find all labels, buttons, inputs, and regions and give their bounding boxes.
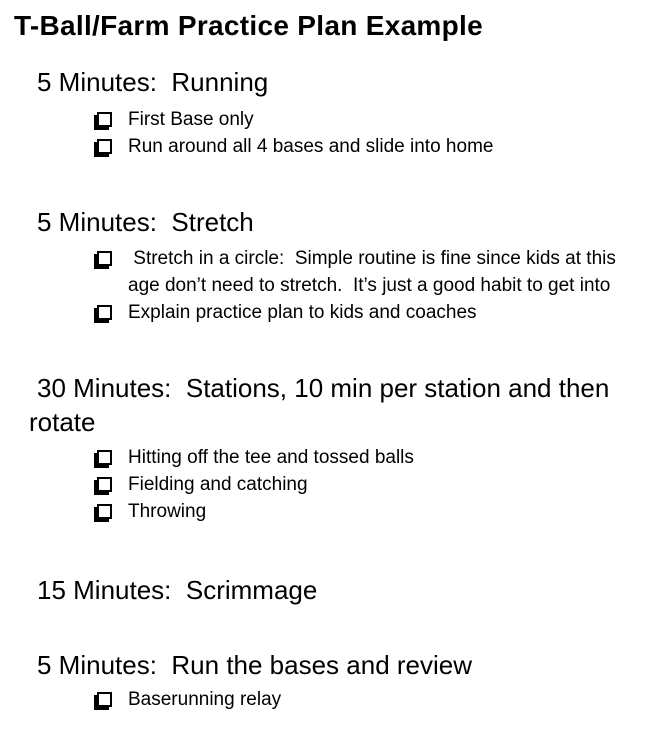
checkbox-bullet-icon: [97, 139, 112, 154]
bullet-text: Stretch in a circle: Simple routine is fine since kids at this age don’t need to stretch. It’s just a good habit to get into: [128, 248, 622, 296]
list-item: [96, 471, 648, 498]
section-stations: [0, 371, 648, 525]
section-scrimmage: [0, 573, 648, 607]
checkbox-bullet-icon: [97, 504, 112, 519]
bullet-text: Throwing: [128, 501, 207, 522]
bullet-list: [0, 245, 648, 326]
list-item: [96, 106, 648, 133]
list-item: [96, 245, 648, 299]
checkbox-bullet-icon: [97, 251, 112, 266]
list-item: [96, 299, 648, 326]
section-heading: 5 Minutes: Run the bases and review: [37, 650, 473, 680]
section-running: [0, 65, 648, 160]
bullet-text: Explain practice plan to kids and coaches: [128, 302, 477, 323]
section-stretch: [0, 205, 648, 326]
list-item: [96, 444, 648, 471]
section-heading: 5 Minutes: Running: [37, 67, 269, 97]
section-heading: 30 Minutes: Stations, 10 min per station and then rotate: [29, 373, 617, 437]
bullet-list: [0, 106, 648, 160]
section-heading: 15 Minutes: Scrimmage: [37, 575, 318, 605]
checkbox-bullet-icon: [97, 477, 112, 492]
checkbox-bullet-icon: [97, 112, 112, 127]
page-title: T-Ball/Farm Practice Plan Example: [14, 10, 483, 41]
section-heading: 5 Minutes: Stretch: [37, 207, 254, 237]
bullet-text: Run around all 4 bases and slide into home: [128, 136, 494, 157]
bullet-list: [0, 444, 648, 525]
checkbox-bullet-icon: [97, 450, 112, 465]
section-run-bases: [0, 648, 648, 713]
bullet-list: [0, 686, 648, 713]
checkbox-bullet-icon: [97, 305, 112, 320]
bullet-text: Hitting off the tee and tossed balls: [128, 447, 414, 468]
bullet-text: First Base only: [128, 109, 254, 130]
list-item: [96, 498, 648, 525]
bullet-text: Fielding and catching: [128, 474, 308, 495]
list-item: [96, 686, 648, 713]
checkbox-bullet-icon: [97, 692, 112, 707]
bullet-text: Baserunning relay: [128, 689, 282, 710]
list-item: [96, 133, 648, 160]
